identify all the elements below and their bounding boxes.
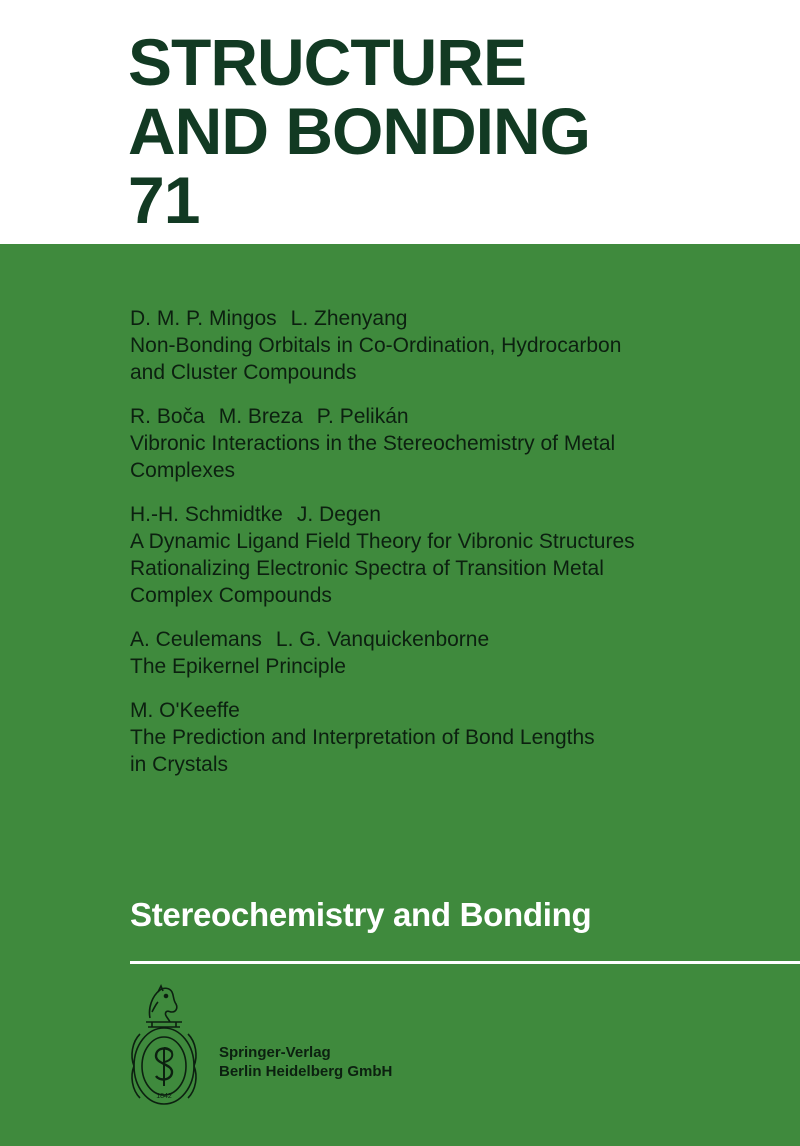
author: A. Ceulemans [130, 628, 262, 651]
book-title: Stereochemistry and Bonding [130, 896, 592, 933]
contents-entry [130, 501, 770, 609]
entry-title-line: A Dynamic Ligand Field Theory for Vibronic Structures [130, 530, 635, 553]
author: D. M. P. Mingos [130, 307, 277, 330]
series-title [128, 25, 590, 237]
contents-list [130, 305, 770, 795]
logo-year: 1842 [156, 1093, 172, 1100]
entry-title-line: Vibronic Interactions in the Stereochemistry of Metal [130, 432, 616, 455]
entry-title-line: Rationalizing Electronic Spectra of Transition Metal [130, 557, 604, 580]
entry-title-line: The Epikernel Principle [130, 655, 346, 678]
entry-title-line: Complex Compounds [130, 584, 332, 607]
author: L. Zhenyang [290, 307, 408, 330]
entry-authors [130, 697, 770, 724]
entry-title-line: The Prediction and Interpretation of Bond Lengths [130, 726, 595, 749]
entry-authors [130, 626, 770, 653]
entry-authors [130, 305, 770, 332]
author: M. Breza [218, 405, 303, 428]
contents-entry [130, 626, 770, 680]
publisher-location: Berlin Heidelberg GmbH [219, 1063, 393, 1080]
author: L. G. Vanquickenborne [275, 628, 490, 651]
entry-authors [130, 501, 770, 528]
title-area [0, 0, 800, 244]
author: M. O'Keeffe [130, 699, 240, 722]
entry-authors [130, 403, 770, 430]
springer-knight-logo-icon [128, 982, 200, 1110]
entry-title-line: and Cluster Compounds [130, 361, 357, 384]
series-title-line-1: STRUCTURE [128, 25, 526, 99]
entry-title-line: Complexes [130, 459, 236, 482]
contents-entry [130, 305, 770, 386]
entry-title-line: in Crystals [130, 753, 229, 776]
contents-entry [130, 403, 770, 484]
publisher-imprint [219, 1043, 392, 1081]
entry-title-line: Non-Bonding Orbitals in Co-Ordination, Hydrocarbon [130, 334, 622, 357]
title-rule [130, 961, 800, 964]
author: R. Boča [130, 405, 205, 428]
volume-number: 71 [128, 163, 200, 237]
author: J. Degen [296, 503, 381, 526]
author: H.-H. Schmidtke [130, 503, 283, 526]
author: P. Pelikán [316, 405, 409, 428]
publisher-name: Springer-Verlag [219, 1044, 331, 1061]
series-title-line-2: AND BONDING [128, 94, 590, 168]
contents-entry [130, 697, 770, 778]
